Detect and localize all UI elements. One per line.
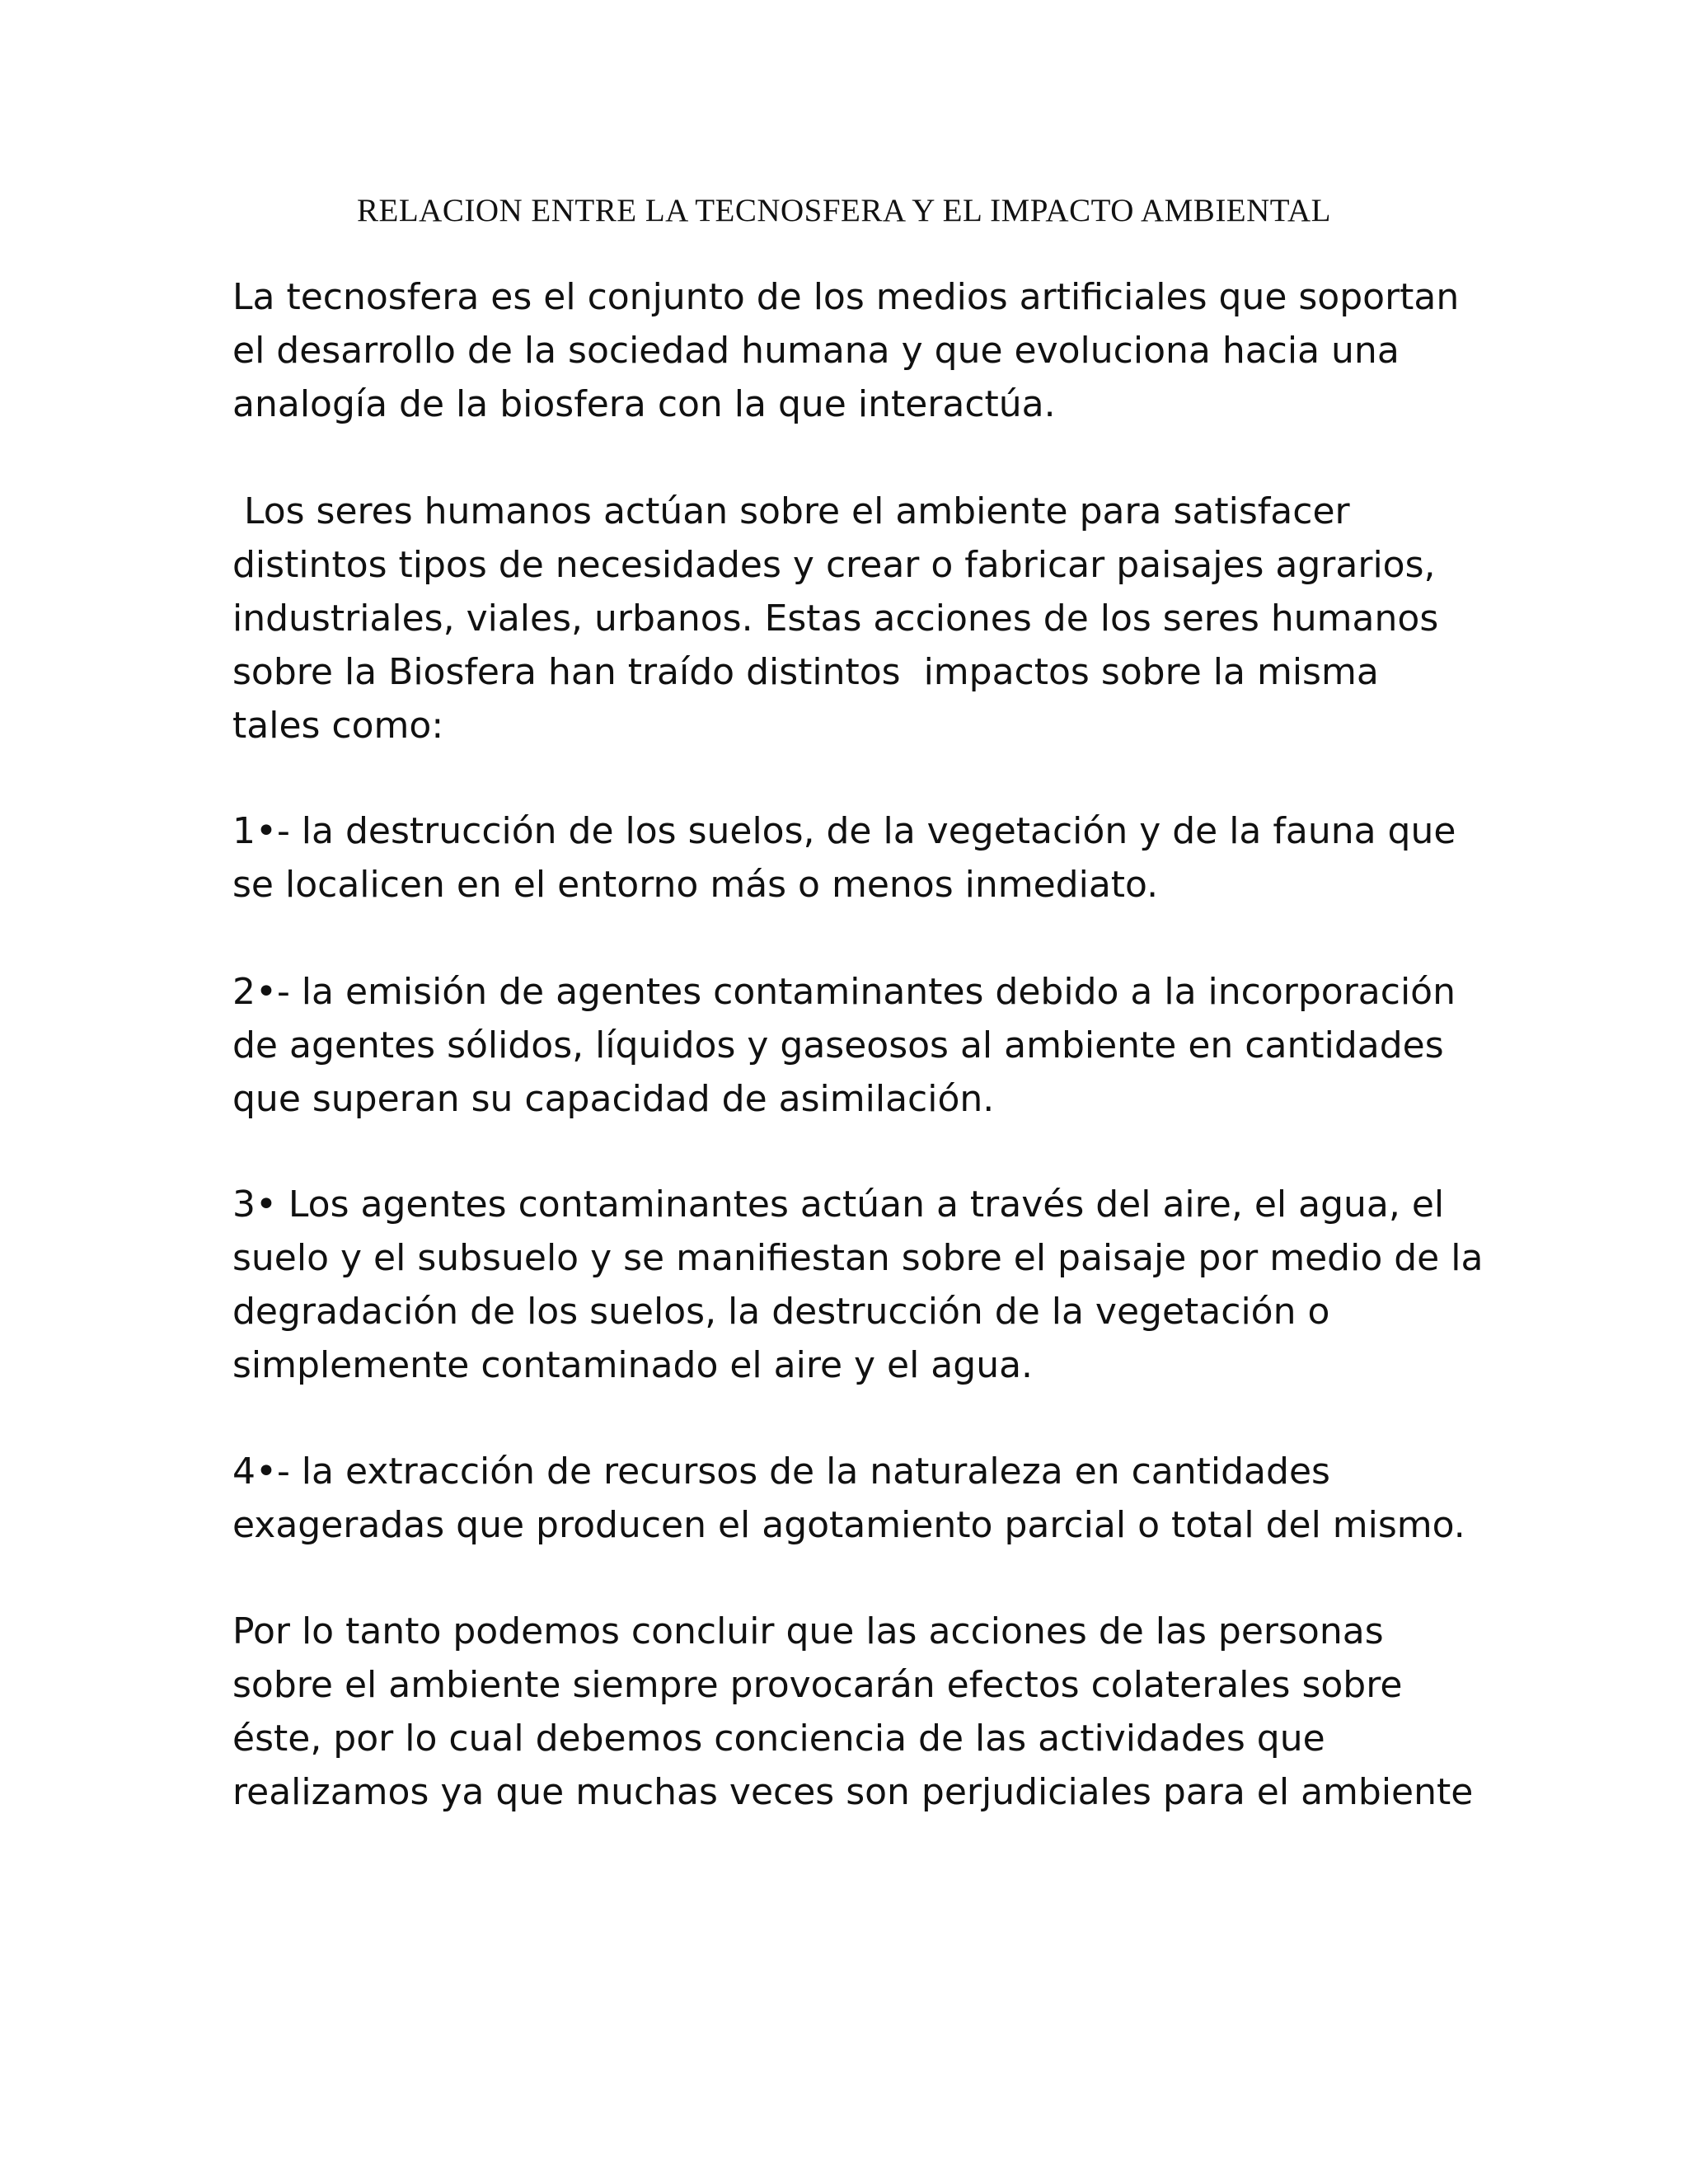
paragraph-human-actions [232,485,1518,752]
list-item-3 [232,1178,1518,1392]
document-title: RELACION ENTRE LA TECNOSFERA Y EL IMPACTO AMBIENTAL [357,193,1331,228]
text-line: analogía de la biosfera con la que interactúa. [232,383,1056,425]
text-line: simplemente contaminado el aire y el agua. [232,1344,1034,1386]
text-line: 4•- la extracción de recursos de la naturaleza en cantidades [232,1451,1330,1493]
text-line: tales como: [232,705,444,747]
text-line: sobre la Biosfera han traído distintos impactos sobre la misma [232,651,1379,693]
list-item-4 [232,1445,1518,1552]
paragraph-intro [232,270,1518,431]
text-line: sobre el ambiente siempre provocarán efectos colaterales sobre [232,1664,1403,1706]
list-item-2 [232,965,1518,1126]
text-line: realizamos ya que muchas veces son perjudiciales para el ambiente [232,1771,1474,1813]
text-line: Por lo tanto podemos concluir que las acciones de las personas [232,1610,1384,1652]
text-line: suelo y el subsuelo y se manifiestan sobre el paisaje por medio de la [232,1237,1484,1279]
text-line: 1•- la destrucción de los suelos, de la vegetación y de la fauna que [232,810,1456,852]
list-item-1 [232,804,1518,912]
text-line: se localicen en el entorno más o menos inmediato. [232,864,1159,906]
text-line: Los seres humanos actúan sobre el ambiente para satisfacer [232,490,1350,532]
text-line: éste, por lo cual debemos conciencia de las actividades que [232,1718,1325,1760]
text-line: que superan su capacidad de asimilación. [232,1078,995,1120]
text-line: distintos tipos de necesidades y crear o fabricar paisajes agrarios, [232,544,1436,586]
text-line: degradación de los suelos, la destrucción de la vegetación o [232,1291,1330,1333]
text-line: La tecnosfera es el conjunto de los medios artificiales que soportan [232,276,1460,318]
text-line: de agentes sólidos, líquidos y gaseosos al ambiente en cantidades [232,1024,1444,1066]
text-line: exageradas que producen el agotamiento parcial o total del mismo. [232,1504,1465,1546]
text-line: industriales, viales, urbanos. Estas acciones de los seres humanos [232,598,1439,640]
text-line: el desarrollo de la sociedad humana y que evoluciona hacia una [232,330,1400,372]
text-line: 2•- la emisión de agentes contaminantes debido a la incorporación [232,971,1456,1013]
text-line: 3• Los agentes contaminantes actúan a través del aire, el agua, el [232,1183,1445,1226]
paragraph-conclusion [232,1605,1518,1819]
